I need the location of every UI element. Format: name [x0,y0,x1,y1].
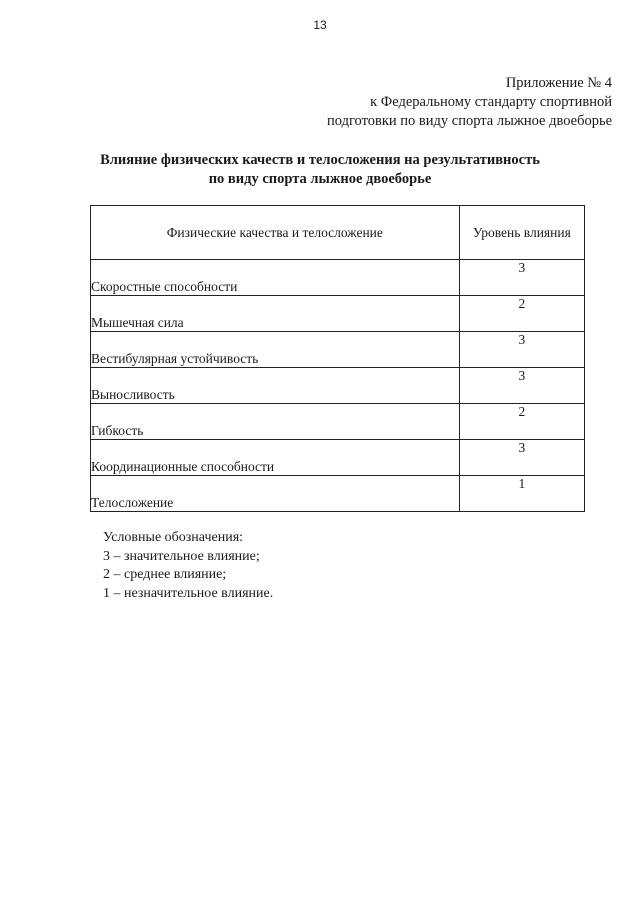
quality-cell: Мышечная сила [91,296,460,332]
level-cell: 3 [459,260,584,296]
legend-item: 3 – значительное влияние; [103,548,260,564]
table-row [91,476,585,512]
quality-cell: Скоростные способности [91,260,460,296]
legend-item: 2 – среднее влияние; [103,567,227,582]
level-cell: 1 [459,476,584,512]
table-row [91,260,585,296]
table-header-row [91,206,585,260]
table-row [91,440,585,476]
level-cell: 3 [459,440,584,476]
level-cell: 2 [459,404,584,440]
level-cell: 3 [459,368,584,404]
document-title [0,151,640,189]
quality-cell: Вестибулярная устойчивость [91,332,460,368]
table-row [91,368,585,404]
document-title-line-2: по виду спорта лыжное двоеборье [208,171,432,187]
influence-table [90,205,585,512]
header-level: Уровень влияния [459,206,584,260]
level-cell: 2 [459,296,584,332]
level-cell: 3 [459,332,584,368]
header-quality: Физические качества и телосложение [91,206,460,260]
quality-cell: Выносливость [91,368,460,404]
table-row [91,296,585,332]
legend [103,529,273,603]
legend-title: Условные обозначения: [103,530,244,545]
appendix-header [327,74,612,131]
quality-cell: Гибкость [91,404,460,440]
table-row [91,332,585,368]
appendix-sport: подготовки по виду спорта лыжное двоеборье [326,113,612,129]
page-number: 13 [313,18,327,32]
legend-item: 1 – незначительное влияние. [103,585,274,601]
document-title-line-1: Влияние физических качеств и телосложения на результативность [100,152,540,168]
table-row [91,404,585,440]
quality-cell: Координационные способности [91,440,460,476]
appendix-reference: к Федеральному стандарту спортивной [370,94,612,110]
quality-cell: Телосложение [91,476,460,512]
appendix-number: Приложение № 4 [505,75,612,91]
